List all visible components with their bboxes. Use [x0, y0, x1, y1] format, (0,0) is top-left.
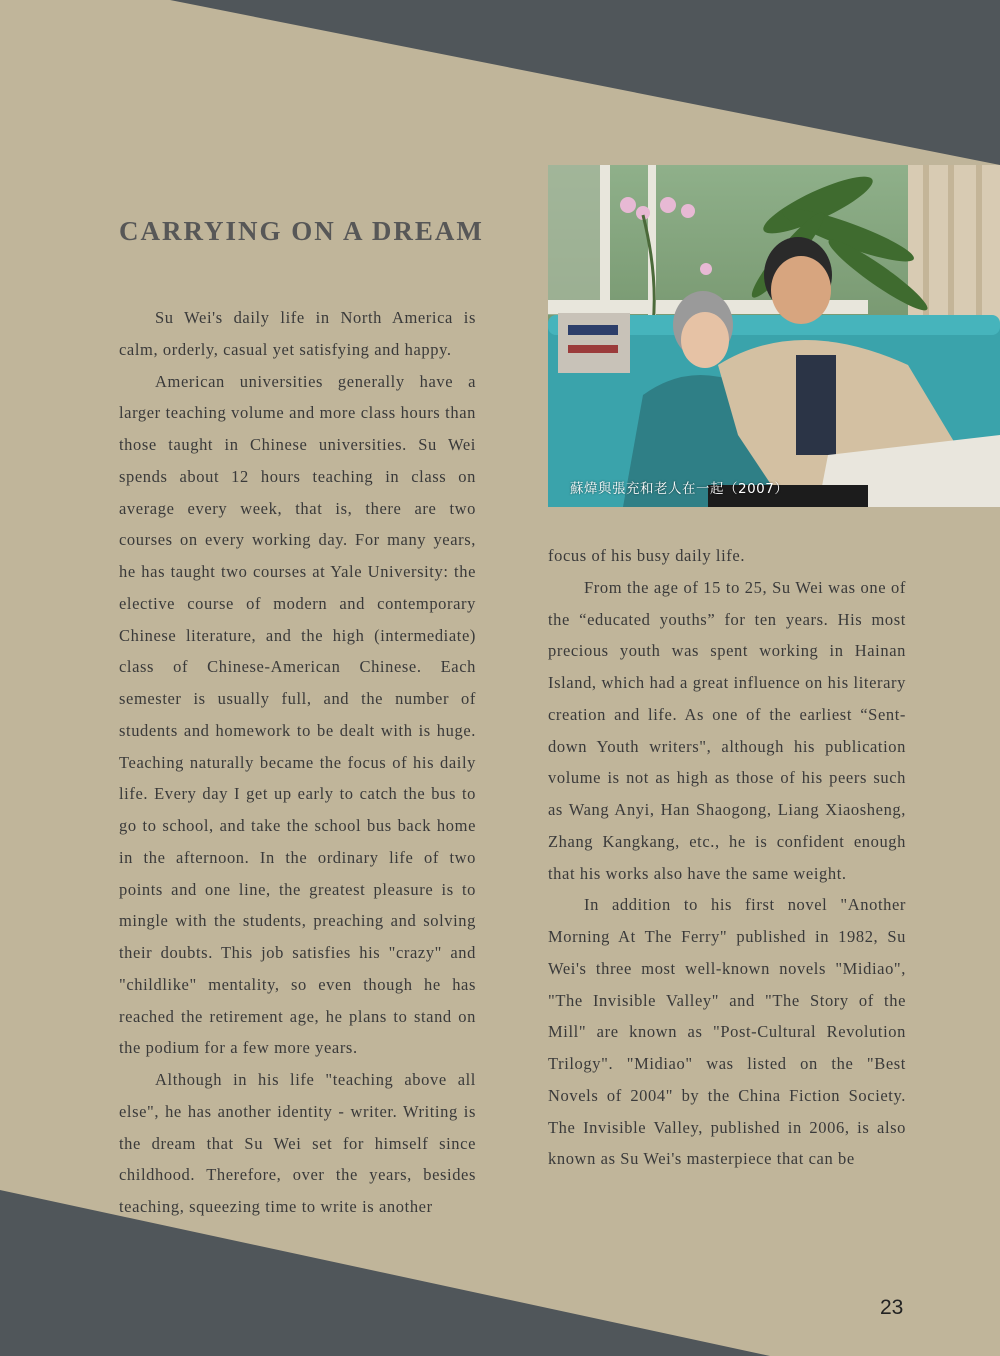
paragraph: American universities generally have a larger teaching volume and more class hours than those taught in Chinese universities. Su Wei spends about 12 hours teaching in class on average every week, that is, there are two courses on every working day. For many years, he has taught two courses at Yale University: the elective course of modern and contemporary Chinese literature, and the high (intermediate) class of Chinese-American Chinese. Each semester is usually full, and the number of students and homework to be dealt with is huge. Teaching naturally became the focus of his daily life. Every day I get up early to catch the bus to go to school, and take the school bus back home in the afternoon. In the ordinary life of two points and one line, the greatest pleasure is to mingle with the students, preaching and solving their doubts. This job satisfies his "crazy" and "childlike" mentality, so even though he has reached the retirement age, he plans to stand on the podium for a few more years.	[119, 371, 476, 1058]
photo-illustration	[548, 165, 1000, 507]
photo-caption: 蘇煒與張充和老人在一起（2007）	[570, 481, 789, 497]
paragraph: Su Wei's daily life in North America is calm, orderly, casual yet satisfying and happy.	[119, 308, 476, 359]
paragraph: Although in his life "teaching above all else", he has another identity - writer. Writing is the dream that Su Wei set for himself since childhood. Therefore, over the years, besides teaching, squeezing time to write is another	[119, 1070, 476, 1216]
top-dark-band	[170, 0, 1000, 165]
paragraph: focus of his busy daily life.	[548, 546, 746, 565]
paragraph: In addition to his first novel "Another Morning At The Ferry" published in 1982, Su Wei's three most well-known novels "Midiao", "The Invisible Valley" and "The Story of the Mill" are known as "Post-Cultural Revolution Trilogy". "Midiao" was listed on the "Best Novels of 2004" by the China Fiction Society. The Invisible Valley, published in 2006, is also known as Su Wei's masterpiece that can be	[548, 895, 906, 1169]
photo-su-wei-with-elder	[548, 165, 1000, 507]
article-title: CARRYING ON A DREAM	[119, 216, 484, 246]
left-text-column	[119, 302, 476, 1223]
page-number: 23	[880, 1296, 904, 1319]
paragraph: From the age of 15 to 25, Su Wei was one of the “educated youths” for ten years. His most precious youth was spent working in Hainan Island, which had a great influence on his literary creation and life. As one of the earliest “Sent-down Youth writers", although his publication volume is not as high as those of his peers such as Wang Anyi, Han Shaogong, Liang Xiaosheng, Zhang Kangkang, etc., he is confident enough that his works also have the same weight.	[548, 577, 906, 883]
right-text-column	[548, 540, 906, 1175]
